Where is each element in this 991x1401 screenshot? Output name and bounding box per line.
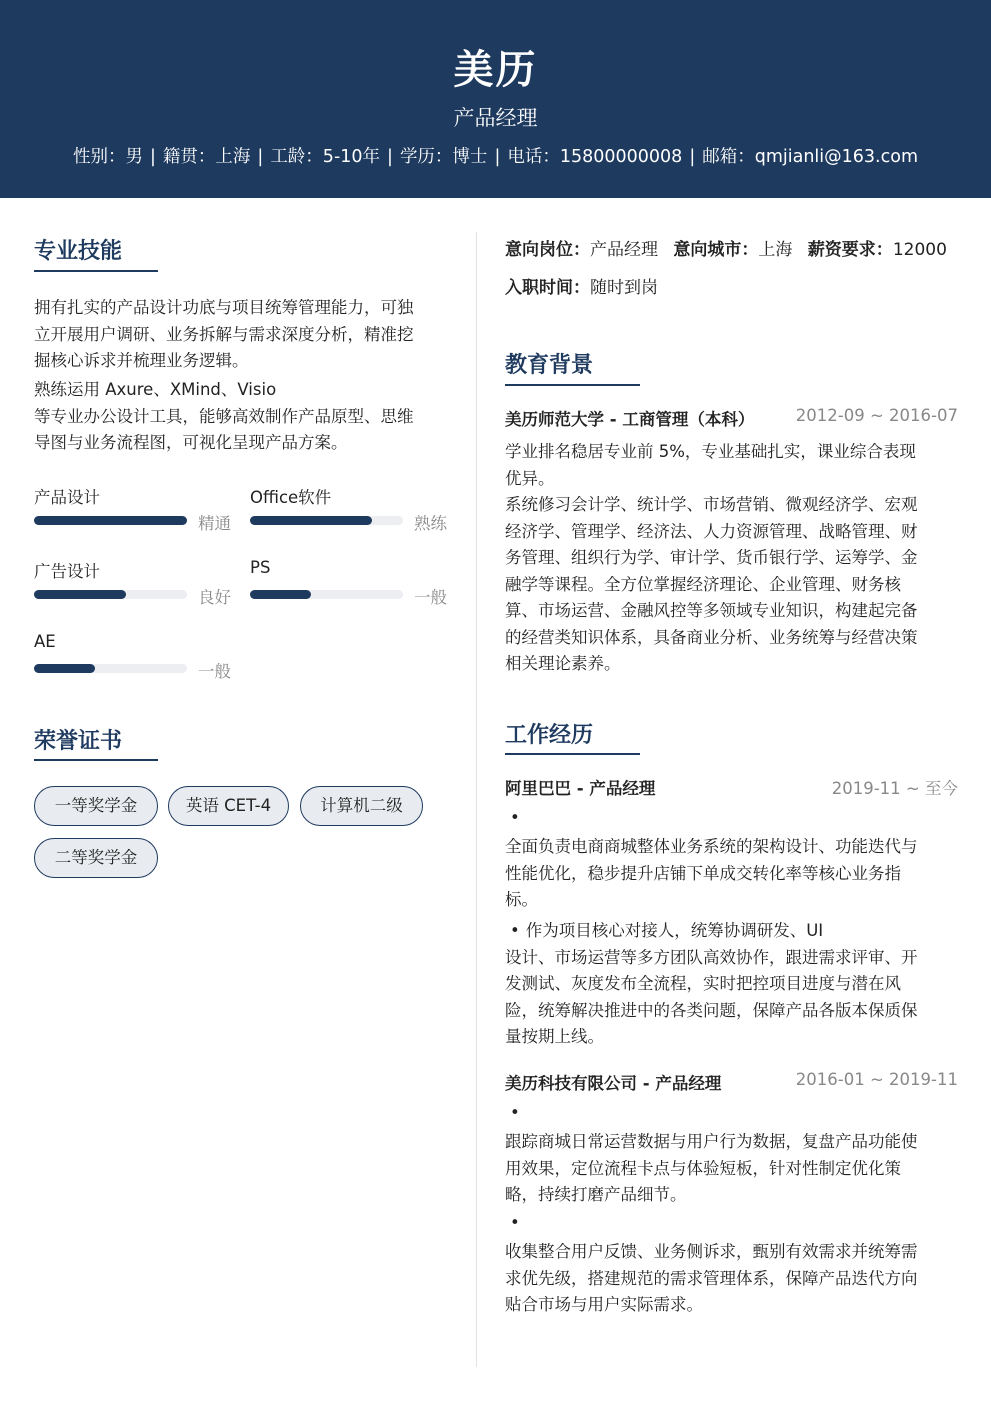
job-intent-line — [505, 235, 947, 260]
text-line — [505, 918, 957, 945]
intent-city-value: 上海 — [758, 240, 793, 260]
work-section-title: 工作经历 — [505, 723, 594, 748]
intent-salary-value: 12000 — [892, 240, 947, 260]
honors-section-title: 荣誉证书 — [34, 729, 123, 754]
skills-title-underline — [34, 270, 158, 272]
text-line: 全面负责电商商城整体业务系统的架构设计、功能迭代与 — [505, 837, 918, 856]
text-line: 的经营类知识体系，具备商业分析、业务统筹与经营决策 — [505, 627, 918, 647]
skill-level: 良好 — [198, 588, 231, 607]
skill-bar-track — [250, 516, 403, 525]
bullet-dot: • — [510, 1103, 520, 1122]
honors-title-underline — [34, 759, 158, 761]
work-title-underline — [505, 753, 640, 755]
skills-section-title: 专业技能 — [34, 239, 123, 264]
job-company-role: 美历科技有限公司 - 产品经理 — [505, 1074, 722, 1093]
text-line: 险，统筹解决推进中的各类问题，保障产品各版本保质保 — [505, 1000, 918, 1020]
column-divider — [476, 232, 477, 1367]
text-line: 系统修习会计学、统计学、市场营销、微观经济学、宏观 — [505, 495, 918, 514]
text-line: 拥有扎实的产品设计功底与项目统筹管理能力，可独 — [34, 298, 414, 317]
education-description — [505, 439, 957, 678]
text-line: 熟练运用 Axure、XMind、Visio — [34, 380, 277, 399]
job-bullet-text — [505, 1239, 957, 1319]
text-line: 融学等课程。全方位掌握经济理论、企业管理、财务核 — [505, 574, 901, 594]
skills-description-2 — [34, 377, 454, 457]
skill-level: 精通 — [198, 514, 231, 533]
text-line: 发测试、灰度发布全流程，实时把控项目进度与潜在风 — [505, 974, 901, 993]
info-phone: 电话：15800000008 — [507, 147, 683, 167]
info-separator: | — [494, 147, 501, 167]
job-date: 2016-01 ~ 2019-11 — [795, 1070, 958, 1089]
text-line: 设计、市场运营等多方团队高效协作，跟进需求评审、开 — [505, 947, 918, 967]
text-line: 相关理论素养。 — [505, 654, 621, 673]
candidate-job-title: 产品经理 — [453, 106, 538, 130]
text-line: 立开展用户调研、业务拆解与需求深度分析，精准挖 — [34, 324, 414, 344]
candidate-name: 美历 — [453, 47, 538, 93]
bullet-first-line: 作为项目核心对接人，统筹协调研发、UI — [525, 921, 824, 940]
honor-badge: 计算机二级 — [300, 786, 423, 826]
skill-bar-fill — [34, 590, 126, 599]
text-line: 标。 — [505, 890, 538, 909]
text-line: 学业排名稳居专业前 5%，专业基础扎实，课业综合表现 — [505, 442, 916, 461]
skill-bar-fill — [34, 664, 95, 673]
text-line: 导图与业务流程图，可视化呈现产品方案。 — [34, 433, 348, 452]
text-line: 掘核心诉求并梳理业务逻辑。 — [34, 351, 249, 370]
resume-header — [0, 0, 991, 198]
job-bullet-text — [505, 1129, 957, 1209]
text-line: 略，持续打磨产品细节。 — [505, 1185, 687, 1204]
text-line: 量按期上线。 — [505, 1027, 604, 1046]
skill-bar-track — [250, 590, 403, 599]
skill-name: 广告设计 — [34, 562, 100, 581]
skill-level: 一般 — [414, 588, 447, 607]
honor-badge: 一等奖学金 — [34, 786, 158, 826]
skill-bar-track — [34, 590, 187, 599]
bullet-dot: • — [510, 808, 520, 827]
skill-name: 产品设计 — [34, 488, 100, 507]
education-date: 2012-09 ~ 2016-07 — [795, 406, 958, 425]
education-school: 美历师范大学 - 工商管理（本科） — [505, 410, 755, 429]
skill-name: AE — [34, 632, 56, 651]
education-section-title: 教育背景 — [505, 353, 594, 378]
text-line: 性能优化，稳步提升店铺下单成交转化率等核心业务指 — [505, 863, 901, 883]
intent-position-value: 产品经理 — [590, 240, 658, 260]
info-gender: 性别：男 — [73, 147, 143, 167]
info-degree: 学历：博士 — [399, 147, 488, 167]
education-title-underline — [505, 384, 640, 386]
skill-level: 熟练 — [414, 514, 447, 533]
skills-description-1 — [34, 295, 454, 375]
personal-info-line — [0, 143, 991, 168]
job-bullet-text — [505, 918, 957, 1051]
intent-start-value: 随时到岗 — [590, 278, 658, 298]
info-separator: | — [257, 147, 264, 167]
text-line: 跟踪商城日常运营数据与用户行为数据，复盘产品功能使 — [505, 1132, 918, 1151]
job-date: 2019-11 ~ 至今 — [831, 779, 958, 798]
job-company-role: 阿里巴巴 - 产品经理 — [505, 779, 656, 798]
info-separator: | — [689, 147, 696, 167]
info-separator: | — [150, 147, 156, 167]
job-bullet-text — [505, 834, 957, 914]
bullet-dot: • — [510, 921, 520, 940]
skill-bar-track — [34, 516, 187, 525]
text-line: 优异。 — [505, 468, 555, 488]
skill-level: 一般 — [198, 662, 231, 681]
skill-bar-track — [34, 664, 187, 673]
text-line: 等专业办公设计工具，能够高效制作产品原型、思维 — [34, 406, 414, 426]
intent-position-label: 意向岗位： — [505, 240, 590, 260]
skill-bar-fill — [250, 516, 372, 525]
text-line: 用效果，定位流程卡点与体验短板，针对性制定优化策 — [505, 1158, 901, 1178]
info-experience: 工龄：5-10年 — [270, 147, 381, 167]
info-hometown: 籍贯：上海 — [162, 147, 251, 167]
intent-salary-label: 薪资要求： — [807, 240, 893, 260]
skill-bar-fill — [34, 516, 187, 525]
skill-name: Office软件 — [250, 488, 332, 507]
info-separator: | — [387, 147, 393, 167]
text-line: 贴合市场与用户实际需求。 — [505, 1295, 703, 1314]
honor-badge: 二等奖学金 — [34, 838, 158, 878]
bullet-dot: • — [510, 1213, 520, 1232]
intent-start-label: 入职时间： — [505, 278, 590, 298]
text-line: 求优先级，搭建规范的需求管理体系，保障产品迭代方向 — [505, 1268, 918, 1288]
skill-name: PS — [250, 558, 271, 577]
info-email: 邮箱：qmjianli@163.com — [702, 147, 918, 167]
intent-city-label: 意向城市： — [673, 240, 759, 260]
skill-bar-fill — [250, 590, 311, 599]
text-line: 收集整合用户反馈、业务侧诉求，甄别有效需求并统筹需 — [505, 1242, 918, 1261]
honor-badge: 英语 CET-4 — [168, 786, 289, 826]
text-line: 算、市场运营、金融风控等多领域专业知识，构建起完备 — [505, 601, 918, 620]
job-start-line — [505, 273, 658, 298]
text-line: 经济学、管理学、经济法、人力资源管理、战略管理、财 — [505, 521, 918, 541]
text-line: 务管理、组织行为学、审计学、货币银行学、运筹学、金 — [505, 548, 918, 567]
